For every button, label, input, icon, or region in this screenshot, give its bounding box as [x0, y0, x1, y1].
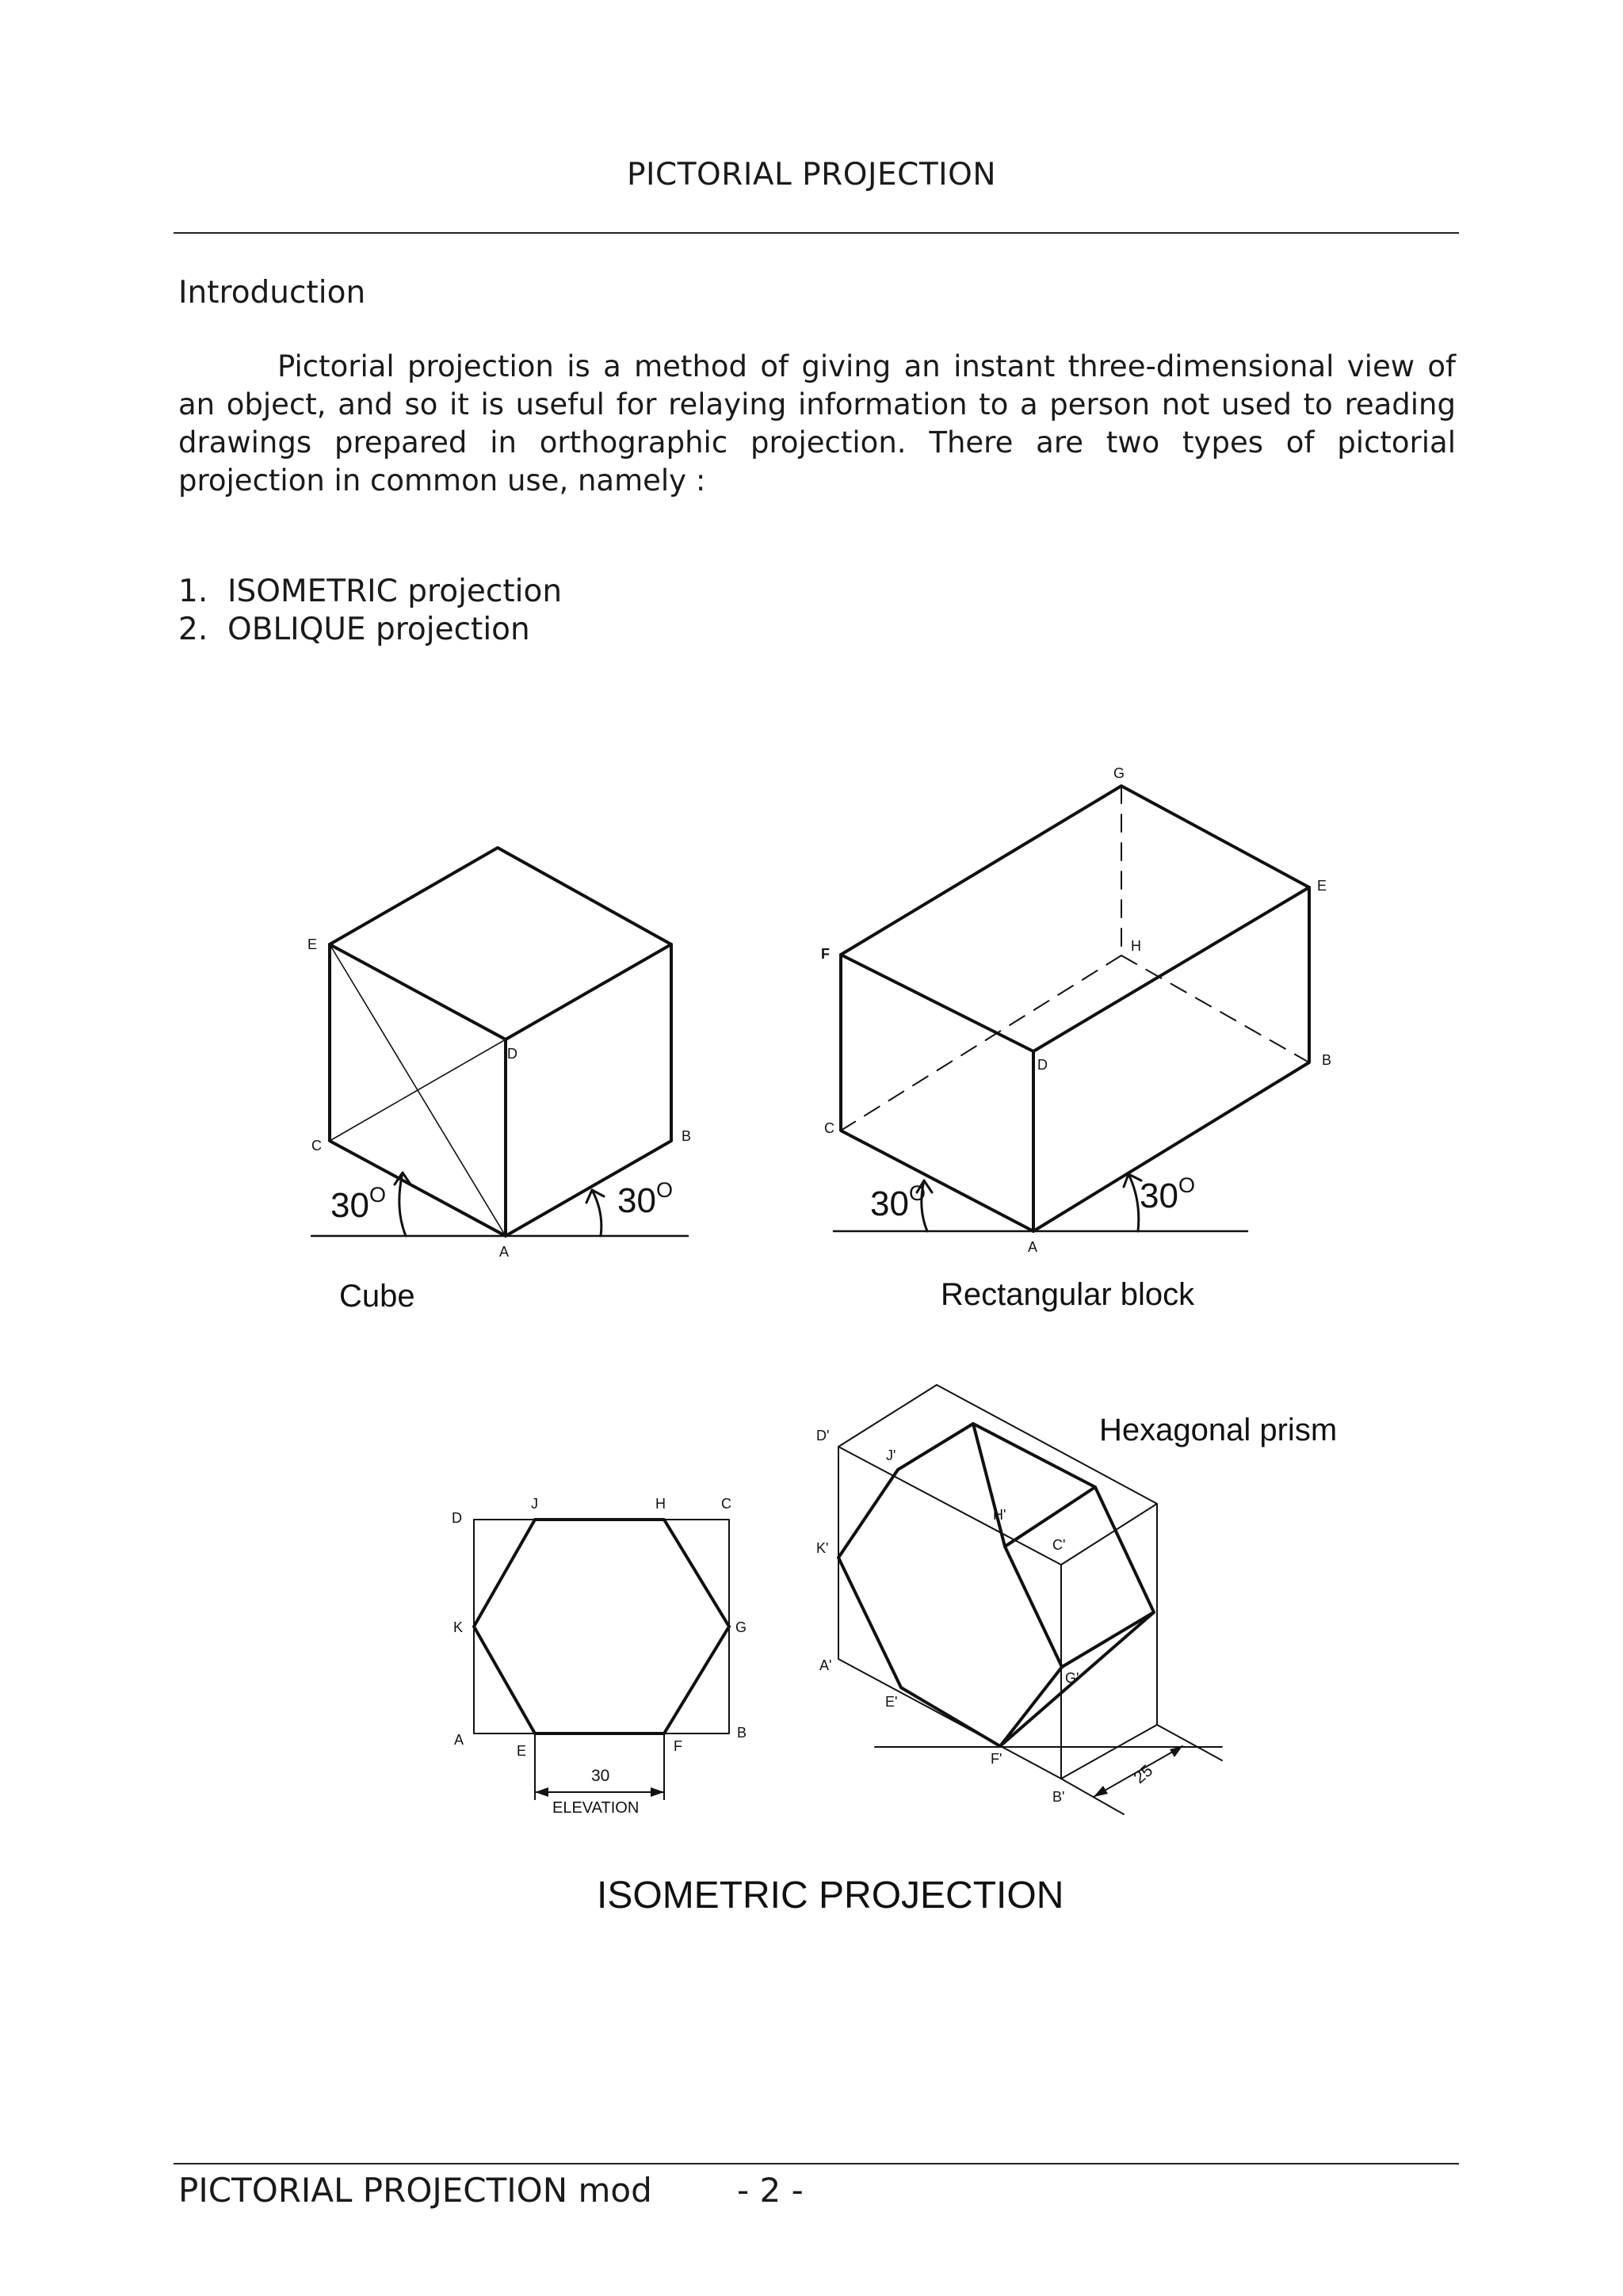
vertex-label: E	[307, 936, 318, 952]
footer-title: PICTORIAL PROJECTION mod	[178, 2171, 652, 2210]
list-number: 1.	[178, 574, 208, 609]
vertex-label: E	[517, 1743, 527, 1759]
figure-caption: Hexagonal prism	[1099, 1413, 1338, 1447]
vertex-label: K	[453, 1619, 464, 1635]
vertex-label: D	[452, 1510, 462, 1526]
vertex-label: B	[1322, 1052, 1332, 1068]
vertex-label: E'	[885, 1694, 898, 1710]
vertex-label: C	[721, 1496, 731, 1512]
vertex-label: H'	[993, 1507, 1006, 1523]
main-figure-caption: ISOMETRIC PROJECTION	[597, 1875, 1064, 1917]
rectangular-block-figure	[834, 786, 1309, 1231]
vertex-label: F	[821, 946, 830, 962]
vertex-label: G	[735, 1619, 747, 1635]
hexagonal-prism-figure	[838, 1385, 1222, 1814]
cube-figure	[311, 848, 688, 1236]
vertex-label: K'	[816, 1540, 829, 1556]
page-number: - 2 -	[737, 2171, 804, 2210]
vertex-label: C'	[1052, 1537, 1066, 1553]
vertex-label: A'	[819, 1657, 832, 1673]
figure-caption: Cube	[339, 1279, 415, 1314]
figure-caption: ELEVATION	[552, 1799, 640, 1817]
vertex-label: B	[682, 1128, 692, 1144]
page-footer	[178, 2171, 804, 2210]
vertex-label: A	[1028, 1239, 1038, 1255]
list-item-label: ISOMETRIC projection	[227, 574, 563, 609]
vertex-label: E	[1317, 878, 1327, 894]
vertex-label: A	[499, 1244, 510, 1260]
vertex-label: C	[311, 1138, 322, 1154]
vertex-label: B	[737, 1725, 747, 1741]
vertex-label: C	[824, 1120, 834, 1136]
block-labels	[821, 765, 1331, 1255]
angle-label: $30^O$	[617, 1178, 673, 1220]
vertex-label: D	[507, 1046, 517, 1062]
vertex-label: H	[655, 1496, 666, 1512]
dimension-label: 25	[1130, 1761, 1157, 1787]
section-heading: Introduction	[178, 275, 366, 311]
vertex-label: J	[531, 1496, 538, 1512]
vertex-label: A	[454, 1732, 464, 1748]
elevation-labels	[452, 1496, 747, 1759]
vertex-label: G	[1113, 765, 1125, 781]
vertex-label: H	[1131, 938, 1141, 954]
vertex-label: F'	[991, 1751, 1002, 1767]
list-number: 2.	[178, 612, 208, 647]
figure-caption: Rectangular block	[941, 1277, 1195, 1312]
angle-label: $30^O$	[870, 1181, 926, 1223]
vertex-label: D	[1037, 1057, 1048, 1073]
intro-paragraph-text: Pictorial projection is a method of giving an instant three-dimensional view of an object, and so it is useful for relaying information to a person not used to reading drawings prepared in orthographic projection. There are two types of pictorial projection in common use, namely :	[178, 349, 1456, 498]
angle-label: $30^O$	[330, 1183, 386, 1225]
vertex-label: F	[674, 1738, 682, 1754]
hexagon-elevation-figure	[474, 1520, 729, 1800]
running-header: PICTORIAL PROJECTION	[626, 157, 997, 193]
footer-rule	[174, 2163, 1459, 2164]
dimension-label: 30	[591, 1767, 610, 1785]
vertex-label: G'	[1065, 1670, 1079, 1686]
angle-label: $30^O$	[1140, 1173, 1195, 1215]
vertex-label: J'	[886, 1447, 896, 1463]
list-item-label: OBLIQUE projection	[227, 612, 530, 647]
vertex-label: B'	[1052, 1789, 1065, 1805]
vertex-label: D'	[816, 1428, 830, 1444]
